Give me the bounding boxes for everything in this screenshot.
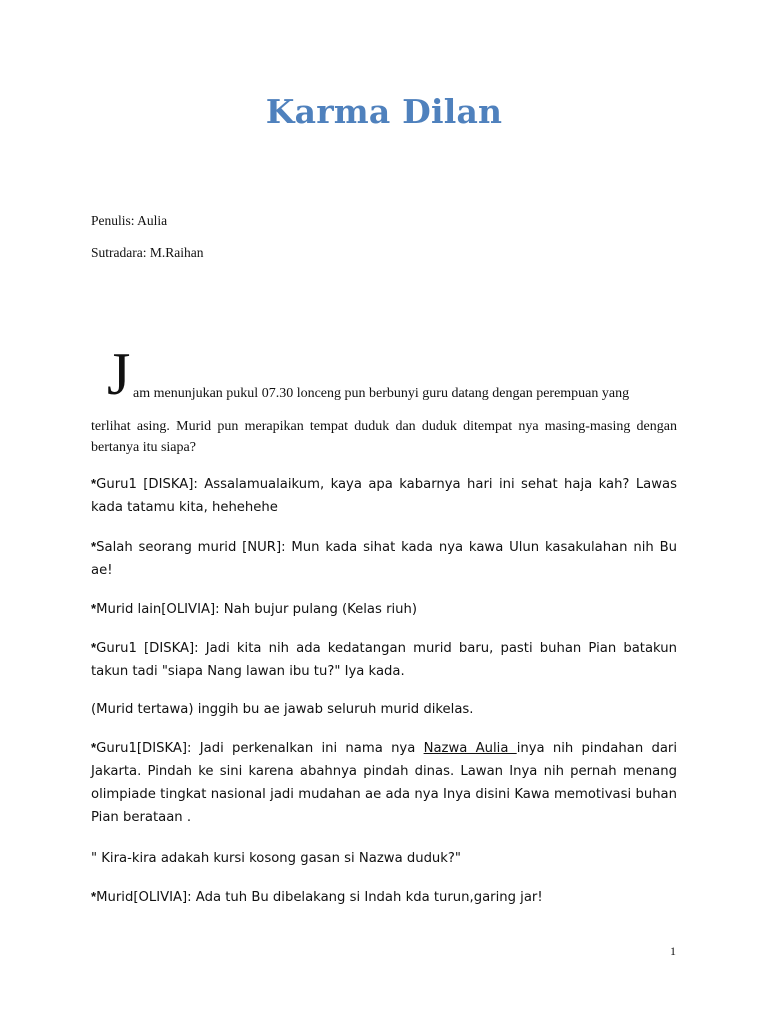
student-name: Nazwa Aulia: [423, 741, 517, 756]
dialogue-text: Murid lain[OLIVIA]: Nah bujur pulang (Kelas riuh): [96, 602, 418, 617]
page-number: 1: [670, 944, 676, 958]
dialogue-line: [91, 736, 677, 829]
asterisk: *: [91, 476, 97, 491]
dialogue-line: [91, 472, 677, 519]
dialogue-text: Guru1 [DISKA]: Jadi kita nih ada kedatangan murid baru, pasti buhan Pian batakun takun tadi "siapa Nang lawan ibu tu?" Iya kada.: [91, 641, 677, 679]
author-line: Penulis: Aulia: [91, 213, 168, 228]
asterisk: *: [91, 640, 97, 655]
document-title: Karma Dilan: [265, 92, 503, 131]
dialogue-text: " Kira-kira adakah kursi kosong gasan si Nazwa duduk?": [91, 851, 461, 866]
asterisk: *: [91, 740, 97, 755]
dialogue-line: [91, 847, 677, 870]
asterisk: *: [91, 889, 97, 904]
intro-paragraph: terlihat asing. Murid pun merapikan tempat duduk dan duduk ditempat nya masing-masing dengan bertanya itu siapa?: [91, 419, 677, 455]
dialogue-line: [91, 885, 677, 909]
dialogue-text: Murid[OLIVIA]: Ada tuh Bu dibelakang si Indah kda turun,garing jar!: [96, 890, 543, 905]
asterisk: *: [91, 601, 97, 616]
narration-line: [91, 698, 677, 721]
narration-text: (Murid tertawa) inggih bu ae jawab seluruh murid dikelas.: [91, 702, 474, 717]
dialogue-text: Guru1 [DISKA]: Assalamualaikum, kaya apa kabarnya hari ini sehat haja kah? Lawas kada tatamu kita, hehehehe: [91, 477, 677, 515]
dialogue-text: Salah seorang murid [NUR]: Mun kada sihat kada nya kawa Ulun kasakulahan nih Bu ae!: [91, 540, 677, 578]
intro-first-line: am menunjukan pukul 07.30 lonceng pun berbunyi guru datang dengan perempuan yang: [133, 386, 630, 401]
dialogue-line: [91, 535, 677, 582]
asterisk: *: [91, 539, 97, 554]
dialogue-text: Guru1[DISKA]: Jadi perkenalkan ini nama nya: [96, 741, 424, 756]
drop-cap: J: [107, 341, 131, 407]
dialogue-text: inya nih pindahan dari Jakarta. Pindah ke sini karena abahnya pindah dinas. Lawan Inya nih pernah menang olimpiade tingkat nasional jadi mudahan ae ada nya Inya disini Kawa memotivasi buhan Pian berataan .: [91, 741, 677, 825]
dialogue-line: [91, 597, 677, 621]
director-line: Sutradara: M.Raihan: [91, 245, 204, 260]
dialogue-line: [91, 636, 677, 683]
